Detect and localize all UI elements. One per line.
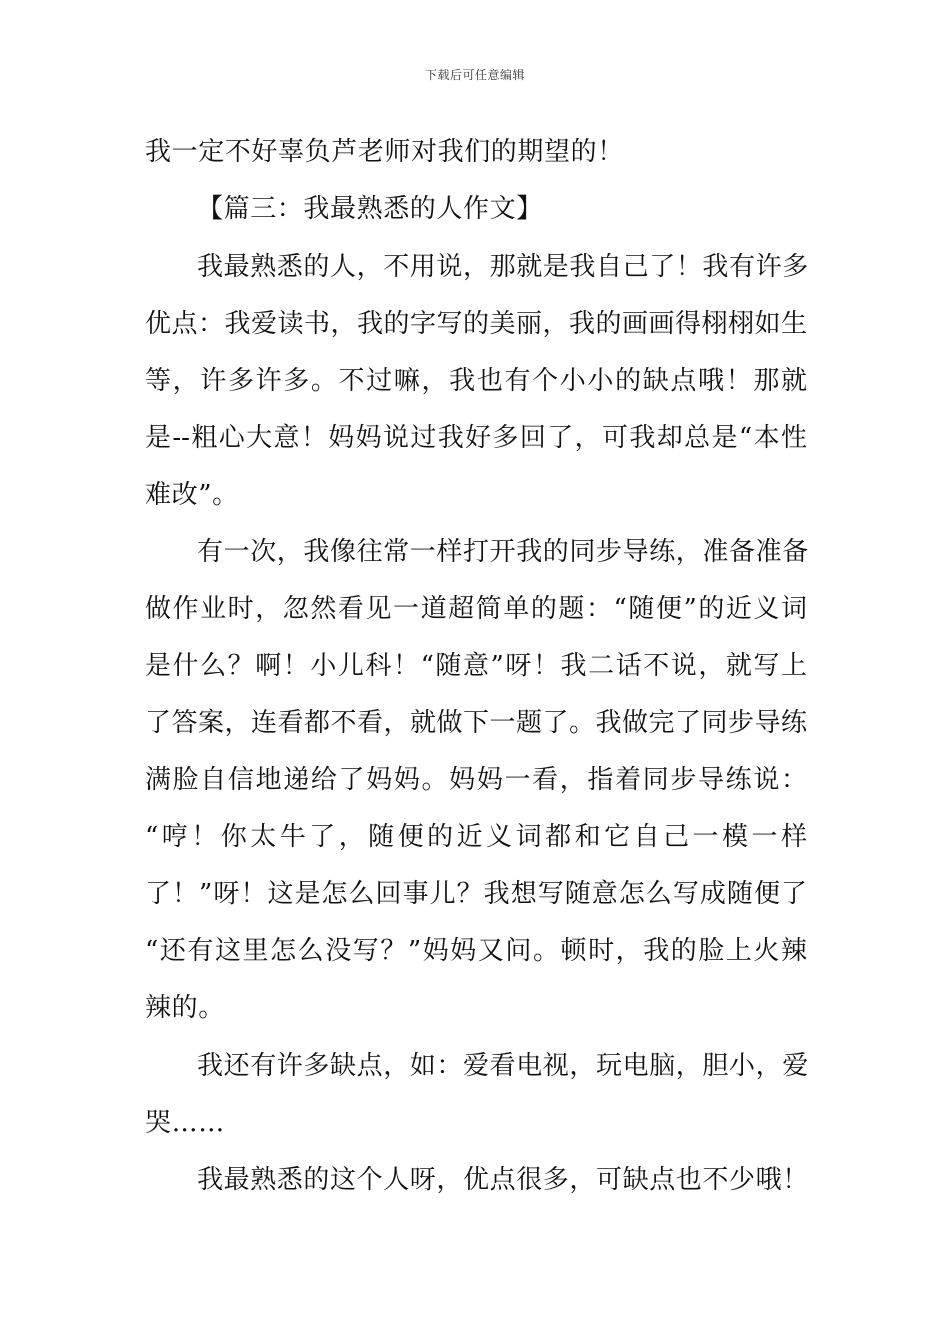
text-line: 满脸自信地递给了妈妈。妈妈一看，指着同步导练说： (145, 765, 807, 795)
section-heading: 【篇三：我最熟悉的人作文】 (197, 194, 543, 224)
text-line: 我一定不好辜负芦老师对我们的期望的！ (145, 137, 624, 167)
page-header: 下载后可任意编辑 (424, 68, 525, 82)
text-line: 是--粗心大意！妈妈说过我好多回了，可我却总是“本性 (145, 423, 807, 453)
text-line: “还有这里怎么没写？”妈妈又问。顿时，我的脸上火辣 (145, 936, 807, 966)
text-line: 我最熟悉的这个人呀，优点很多，可缺点也不少哦！ (197, 1165, 809, 1195)
text-line: 我最熟悉的人，不用说，那就是我自己了！我有许多 (197, 252, 809, 282)
text-line: 是什么？啊！小儿科！“随意”呀！我二话不说，就写上 (145, 651, 807, 681)
text-line: “哼！你太牛了，随便的近义词都和它自己一模一样 (145, 822, 807, 852)
text-line: 等，许多许多。不过嘛，我也有个小小的缺点哦！那就 (145, 366, 807, 396)
text-line: 辣的。 (145, 993, 225, 1023)
text-line: 我还有许多缺点，如：爱看电视，玩电脑，胆小，爱 (197, 1051, 809, 1081)
text-line: 了答案，连看都不看，就做下一题了。我做完了同步导练 (145, 708, 807, 738)
text-line: 哭…… (145, 1108, 225, 1138)
text-line: 了！”呀！这是怎么回事儿？我想写随意怎么写成随便了 (145, 879, 807, 909)
text-line: 优点：我爱读书，我的字写的美丽，我的画画得栩栩如生 (145, 309, 807, 339)
text-line: 做作业时，忽然看见一道超简单的题：“随便”的近义词 (145, 594, 807, 624)
text-line: 难改”。 (145, 480, 239, 510)
text-line: 有一次，我像往常一样打开我的同步导练，准备准备 (197, 537, 809, 567)
